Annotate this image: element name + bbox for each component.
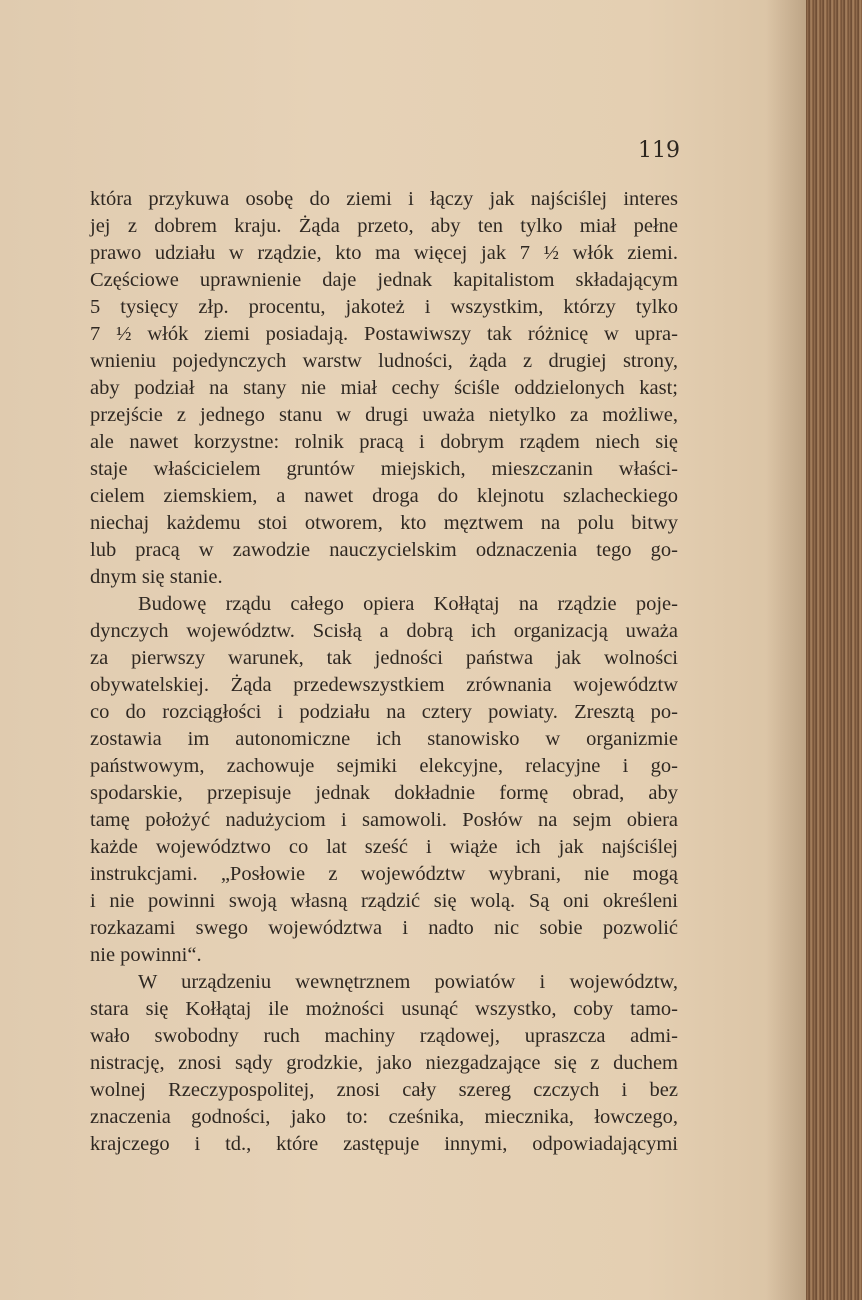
text-line: W urządzeniu wewnętrznem powiatów i województw, [138, 971, 678, 993]
text-line: i nie powinni swoją własną rządzić się wolą. Są oni określeni [90, 890, 678, 912]
book-page-edges [806, 0, 862, 1300]
text-line: lub pracą w zawodzie nauczycielskim odznaczenia tego go- [90, 539, 678, 561]
text-line: dnym się stanie. [90, 566, 223, 588]
text-line: wolnej Rzeczypospolitej, znosi cały szereg czczych i bez [90, 1079, 678, 1101]
text-line: tamę położyć nadużyciom i samowoli. Posłów na sejm obiera [90, 809, 678, 831]
text-line: każde województwo co lat sześć i wiąże ich jak najściślej [90, 836, 678, 858]
page-number: 119 [638, 138, 680, 163]
text-line: wnieniu pojedynczych warstw ludności, żąda z drugiej strony, [90, 350, 678, 372]
text-line: wało swobodny ruch machiny rządowej, upraszcza admi- [90, 1025, 678, 1047]
text-line: niechaj każdemu stoi otworem, kto męztwem na polu bitwy [90, 512, 678, 534]
text-line: Budowę rządu całego opiera Kołłątaj na rządzie poje- [138, 593, 678, 615]
text-line: ale nawet korzystne: rolnik pracą i dobrym rządem niech się [90, 431, 678, 453]
text-line: państwowym, zachowuje sejmiki elekcyjne, relacyjne i go- [90, 755, 678, 777]
text-line: cielem ziemskiem, a nawet droga do klejnotu szlacheckiego [90, 485, 678, 507]
text-line: 7 ½ włók ziemi posiadają. Postawiwszy tak różnicę w upra- [90, 323, 678, 345]
text-line: nistrację, znosi sądy grodzkie, jako niezgadzające się z duchem [90, 1052, 678, 1074]
text-line: przejście z jednego stanu w drugi uważa nietylko za możliwe, [90, 404, 678, 426]
text-line: zostawia im autonomiczne ich stanowisko w organizmie [90, 728, 678, 750]
text-line: za pierwszy warunek, tak jedności państwa jak wolności [90, 647, 678, 669]
text-line: aby podział na stany nie miał cechy ściśle oddzielonych kast; [90, 377, 678, 399]
text-line: która przykuwa osobę do ziemi i łączy jak najściślej interes [90, 188, 678, 210]
text-line: krajczego i td., które zastępuje innymi, odpowiadającymi [90, 1133, 678, 1155]
text-line: Częściowe uprawnienie daje jednak kapitalistom składającym [90, 269, 678, 291]
body-text [90, 186, 678, 1158]
text-line: staje właścicielem gruntów miejskich, mieszczanin właści- [90, 458, 678, 480]
text-line: dynczych województw. Scisłą a dobrą ich organizacją uważa [90, 620, 678, 642]
text-line: obywatelskiej. Żąda przedewszystkiem zrównania województw [90, 674, 678, 696]
text-line: co do rozciągłości i podziału na cztery powiaty. Zresztą po- [90, 701, 678, 723]
text-line: prawo udziału w rządzie, kto ma więcej jak 7 ½ włók ziemi. [90, 242, 678, 264]
text-line: 5 tysięcy złp. procentu, jakoteż i wszystkim, którzy tylko [90, 296, 678, 318]
text-line: spodarskie, przepisuje jednak dokładnie formę obrad, aby [90, 782, 678, 804]
text-line: nie powinni“. [90, 944, 202, 966]
text-line: jej z dobrem kraju. Żąda przeto, aby ten tylko miał pełne [90, 215, 678, 237]
text-line: rozkazami swego województwa i nadto nic sobie pozwolić [90, 917, 678, 939]
text-line: znaczenia godności, jako to: cześnika, miecznika, łowczego, [90, 1106, 678, 1128]
text-line: stara się Kołłątaj ile możności usunąć wszystko, coby tamo- [90, 998, 678, 1020]
text-line: instrukcjami. „Posłowie z województw wybrani, nie mogą [90, 863, 678, 885]
